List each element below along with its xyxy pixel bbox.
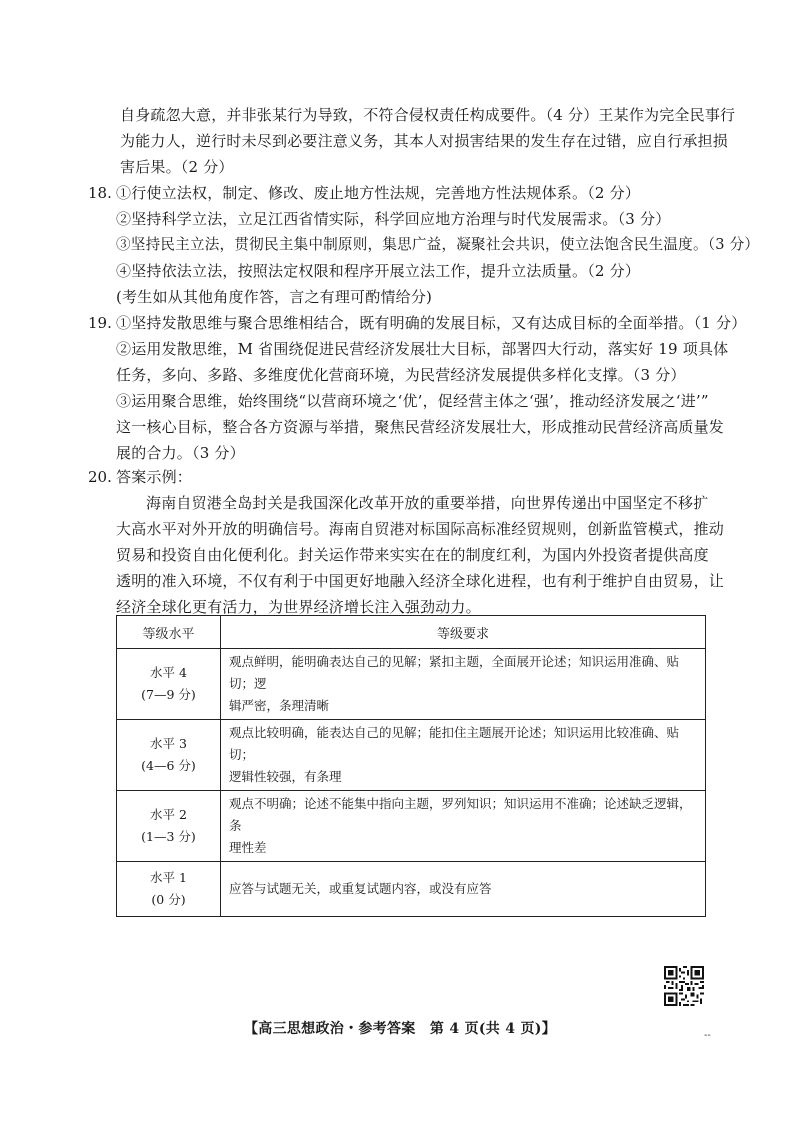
header-level: 等级水平: [117, 616, 221, 649]
q20-para-line-1: 海南自贸港全岛封关是我国深化改革开放的重要举措，向世界传递出中国坚定不移扩: [146, 494, 709, 512]
q18-line-3: ③坚持民主立法，贯彻民主集中制原则，集思广益，凝聚社会共识，使立法饱含民生温度。（3 分）: [116, 236, 760, 253]
q18-line-4: ④坚持依法立法，按照法定权限和程序开展立法工作，提升立法质量。（2 分）: [116, 262, 641, 280]
requirement-line: 观点比较明确，能表达自己的见解；能扣住主题展开论述；知识运用比较准确、贴切；: [229, 725, 680, 762]
requirement-cell: [221, 649, 706, 720]
level-name: 水平 2: [150, 807, 187, 822]
q17-line-1: 自身疏忽大意，并非张某行为导致，不符合侵权责任构成要件。（4 分）王某作为完全民事行: [120, 106, 736, 124]
q20-para-line-2: 大高水平对外开放的明确信号。海南自贸港对标国际高标准经贸规则，创新监管模式，推动: [116, 520, 725, 538]
level-name: 水平 3: [150, 736, 187, 751]
q18-line-1: ①行使立法权，制定、修改、废止地方性法规，完善地方性法规体系。（2 分）: [116, 184, 641, 202]
q20-para-line-4: 透明的准入环境，不仅有利于中国更好地融入经济全球化进程，也有利于维护自由贸易，让: [116, 572, 725, 590]
q17-line-3: 害后果。（2 分）: [120, 158, 234, 176]
q20-number: 20.: [88, 468, 112, 486]
q18-note: (考生如从其他角度作答，言之有理可酌情给分): [116, 288, 433, 306]
q19-line-6: 展的合力。（3 分）: [116, 444, 245, 462]
q18-number: 18.: [88, 184, 112, 202]
page-footer: 【高三思想政治・参考答案 第 4 页(共 4 页)】: [243, 1021, 557, 1037]
level-cell: [117, 791, 221, 862]
level-cell: [117, 649, 221, 720]
q19-line-4: ③运用聚合思维，始终围绕“以营商环境之‘优’，促经营主体之‘强’，推动经济发展之‘进’”: [116, 392, 709, 410]
level-score: (0 分): [151, 892, 186, 907]
table-header-row: [117, 616, 706, 649]
requirement-cell: [221, 862, 706, 917]
requirement-line: 应答与试题无关，或重复试题内容，或没有应答: [229, 881, 492, 896]
qr-code-icon: [664, 966, 704, 1006]
level-cell: [117, 862, 221, 917]
level-score: (1—3 分): [141, 829, 196, 844]
table-row: [117, 791, 706, 862]
level-score: (7—9 分): [141, 687, 196, 702]
requirement-cell: [221, 720, 706, 791]
table-row: [117, 862, 706, 917]
level-cell: [117, 720, 221, 791]
table-row: [117, 720, 706, 791]
header-requirement: 等级要求: [221, 616, 706, 649]
q19-line-5: 这一核心目标，整合各方资源与举措，聚焦民营经济发展壮大，形成推动民营经济高质量发: [116, 418, 725, 436]
q18-line-2: ②坚持科学立法，立足江西省情实际，科学回应地方治理与时代发展需求。（3 分）: [116, 210, 671, 228]
q19-line-3: 任务，多向、多路、多维度优化营商环境，为民营经济发展提供多样化支撑。（3 分）: [116, 366, 686, 384]
q19-line-2: ②运用发散思维，M 省围绕促进民营经济发展壮大目标，部署四大行动，落实好 19 项具体: [116, 340, 729, 358]
q19-line-1: ①坚持发散思维与聚合思维相结合，既有明确的发展目标，又有达成目标的全面举措。（1 分）: [116, 314, 747, 332]
requirement-cell: [221, 791, 706, 862]
corner-mark: --: [704, 1030, 711, 1041]
q20-para-line-3: 贸易和投资自由化便利化。封关运作带来实实在在的制度红利，为国内外投资者提供高度: [116, 546, 709, 564]
q17-line-2: 为能力人，逆行时未尽到必要注意义务，其本人对损害结果的发生存在过错，应自行承担损: [120, 132, 729, 150]
requirement-line: 逻辑性较强，有条理: [229, 769, 342, 784]
q19-number: 19.: [88, 314, 112, 332]
requirement-line: 理性差: [229, 840, 267, 855]
q20-para-line-5: 经济全球化更有活力，为世界经济增长注入强劲动力。: [116, 598, 481, 616]
grading-table: [116, 615, 706, 917]
requirement-line: 辑严密，条理清晰: [229, 698, 330, 713]
requirement-line: 观点不明确；论述不能集中指向主题，罗列知识；知识运用不准确；论述缺乏逻辑，条: [229, 796, 692, 833]
level-score: (4—6 分): [141, 758, 196, 773]
level-name: 水平 4: [150, 665, 187, 680]
q20-heading: 答案示例：: [116, 468, 193, 486]
level-name: 水平 1: [150, 870, 187, 885]
table-row: [117, 649, 706, 720]
requirement-line: 观点鲜明，能明确表达自己的见解；紧扣主题，全面展开论述；知识运用准确、贴切；逻: [229, 654, 680, 691]
